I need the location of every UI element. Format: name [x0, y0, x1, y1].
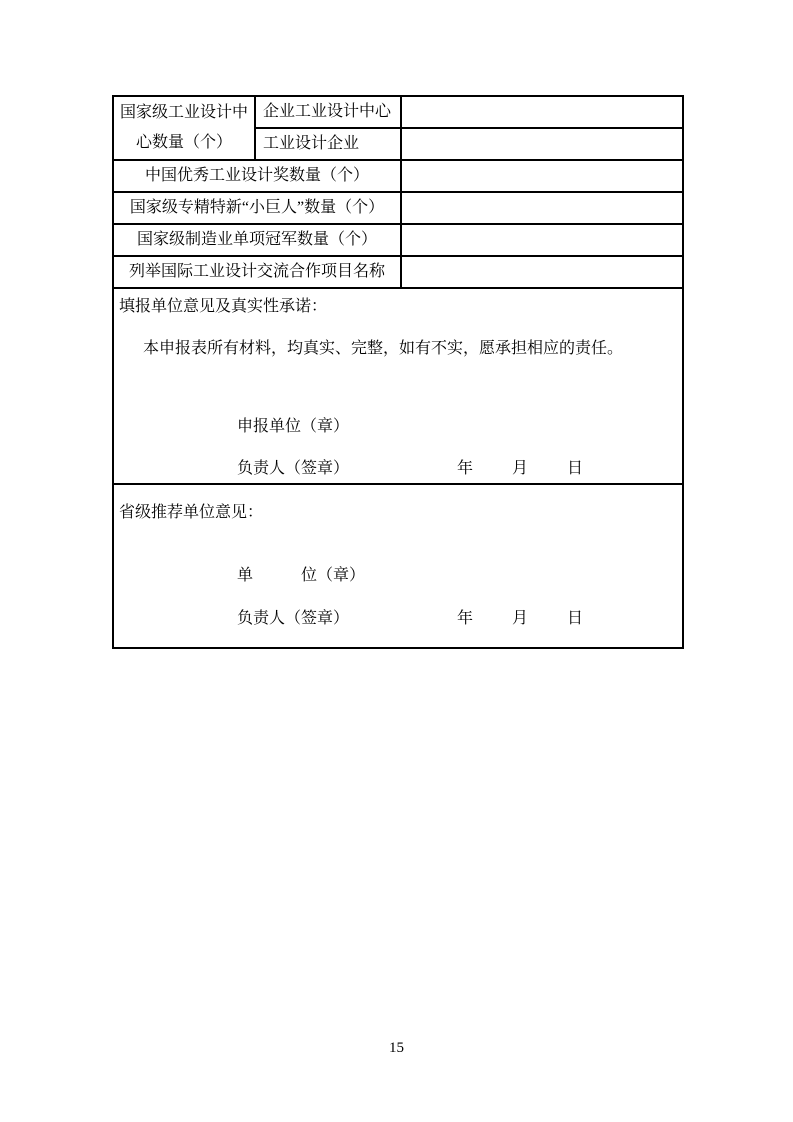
table-row	[113, 96, 683, 128]
table-row	[113, 256, 683, 288]
applicant-unit-seal-label: 申报单位（章）	[237, 418, 350, 435]
declaration-statement: 本申报表所有材料，均真实、完整，如有不实，愿承担相应的责任。	[143, 340, 624, 357]
declaration-day-label: 日	[567, 460, 584, 477]
enterprise-design-center-label: 企业工业设计中心	[255, 96, 401, 128]
table-row	[113, 224, 683, 256]
recommendation-month-label: 月	[512, 610, 529, 627]
recommendation-section-title: 省级推荐单位意见：	[119, 504, 264, 521]
table-row	[113, 288, 683, 484]
enterprise-design-center-value-cell[interactable]	[401, 96, 683, 128]
page-number: 15	[389, 1040, 404, 1056]
table-row	[113, 160, 683, 192]
industrial-design-enterprise-value-cell[interactable]	[401, 128, 683, 160]
manufacturing-champion-count-value-cell[interactable]	[401, 224, 683, 256]
international-cooperation-projects-value-cell[interactable]	[401, 256, 683, 288]
table-row	[113, 484, 683, 648]
declaration-signer-label: 负责人（签章）	[237, 460, 350, 477]
declaration-section[interactable]	[113, 288, 683, 484]
application-form-table	[112, 95, 684, 649]
manufacturing-champion-count-label: 国家级制造业单项冠军数量（个）	[113, 224, 401, 256]
international-cooperation-projects-label: 列举国际工业设计交流合作项目名称	[113, 256, 401, 288]
declaration-section-title: 填报单位意见及真实性承诺：	[119, 298, 328, 315]
table-row	[113, 192, 683, 224]
recommendation-year-label: 年	[457, 610, 474, 627]
declaration-month-label: 月	[512, 460, 529, 477]
industrial-design-enterprise-label: 工业设计企业	[255, 128, 401, 160]
declaration-year-label: 年	[457, 460, 474, 477]
excellent-design-award-count-label: 中国优秀工业设计奖数量（个）	[113, 160, 401, 192]
recommendation-day-label: 日	[567, 610, 584, 627]
little-giant-count-value-cell[interactable]	[401, 192, 683, 224]
design-center-count-label: 国家级工业设计中心数量（个）	[113, 96, 255, 160]
recommendation-signer-label: 负责人（签章）	[237, 610, 350, 627]
recommendation-unit-seal-label: 单 位（章）	[237, 567, 366, 584]
excellent-design-award-count-value-cell[interactable]	[401, 160, 683, 192]
little-giant-count-label: 国家级专精特新“小巨人”数量（个）	[113, 192, 401, 224]
recommendation-section[interactable]	[113, 484, 683, 648]
